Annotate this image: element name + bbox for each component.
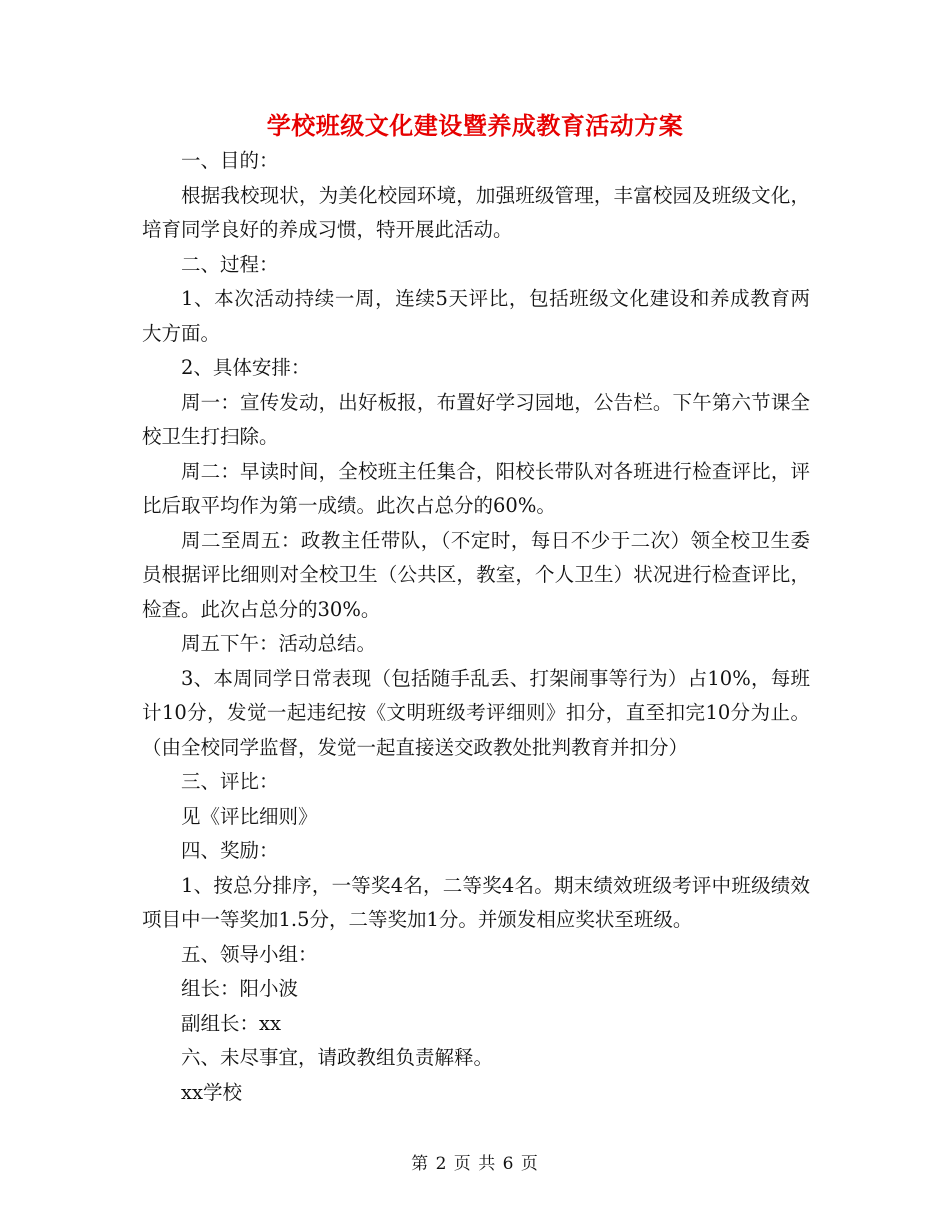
- section-heading: 五、领导小组：: [181, 942, 318, 966]
- document-title: 学校班级文化建设暨养成教育活动方案: [266, 111, 684, 140]
- section-heading: 六、未尽事宜，请政教组负责解释。: [181, 1046, 494, 1069]
- section-heading: 三、评比：: [181, 770, 279, 793]
- section-heading: 一、目的：: [181, 149, 279, 172]
- paragraph: 1、本次活动持续一周，连续5天评比，包括班级文化建设和养成教育两大方面。: [142, 287, 810, 345]
- paragraph: 组长：阳小波: [181, 977, 299, 1000]
- paragraph: 根据我校现状，为美化校园环境，加强班级管理，丰富校园及班级文化，培育同学良好的养成习惯，特开展此活动。: [142, 183, 810, 241]
- paragraph: 周二至周五：政教主任带队，（不定时，每日不少于二次）领全校卫生委员根据评比细则对全校卫生（公共区，教室，个人卫生）状况进行检查评比，检查。此次占总分的30%。: [142, 528, 810, 621]
- paragraph: 副组长：xx: [181, 1011, 281, 1035]
- page-number: 第 2 页 共 6 页: [411, 1154, 539, 1174]
- document-body: [142, 144, 810, 1110]
- section-heading: 二、过程：: [181, 252, 279, 276]
- paragraph: 3、本周同学日常表现（包括随手乱丢、打架闹事等行为）占10%，每班计10分，发觉一起违纪按《文明班级考评细则》扣分，直至扣完10分为止。（由全校同学监督，发觉一起直接送交政教处批判教育并扣分）: [142, 666, 810, 759]
- paragraph: 周二：早读时间，全校班主任集合，阳校长带队对各班进行检查评比，评比后取平均作为第一成绩。此次占总分的60%。: [142, 459, 810, 517]
- signature: xx学校: [181, 1080, 242, 1104]
- paragraph: 见《评比细则》: [181, 804, 318, 828]
- paragraph: 周一：宣传发动，出好板报，布置好学习园地，公告栏。下午第六节课全校卫生打扫除。: [142, 390, 810, 448]
- paragraph: 2、具体安排：: [181, 356, 311, 379]
- section-heading: 四、奖励：: [181, 839, 279, 862]
- paragraph: 周五下午：活动总结。: [181, 632, 377, 655]
- paragraph: 1、按总分排序，一等奖4名，二等奖4名。期末绩效班级考评中班级绩效项目中一等奖加1.5分，二等奖加1分。并颁发相应奖状至班级。: [142, 873, 810, 931]
